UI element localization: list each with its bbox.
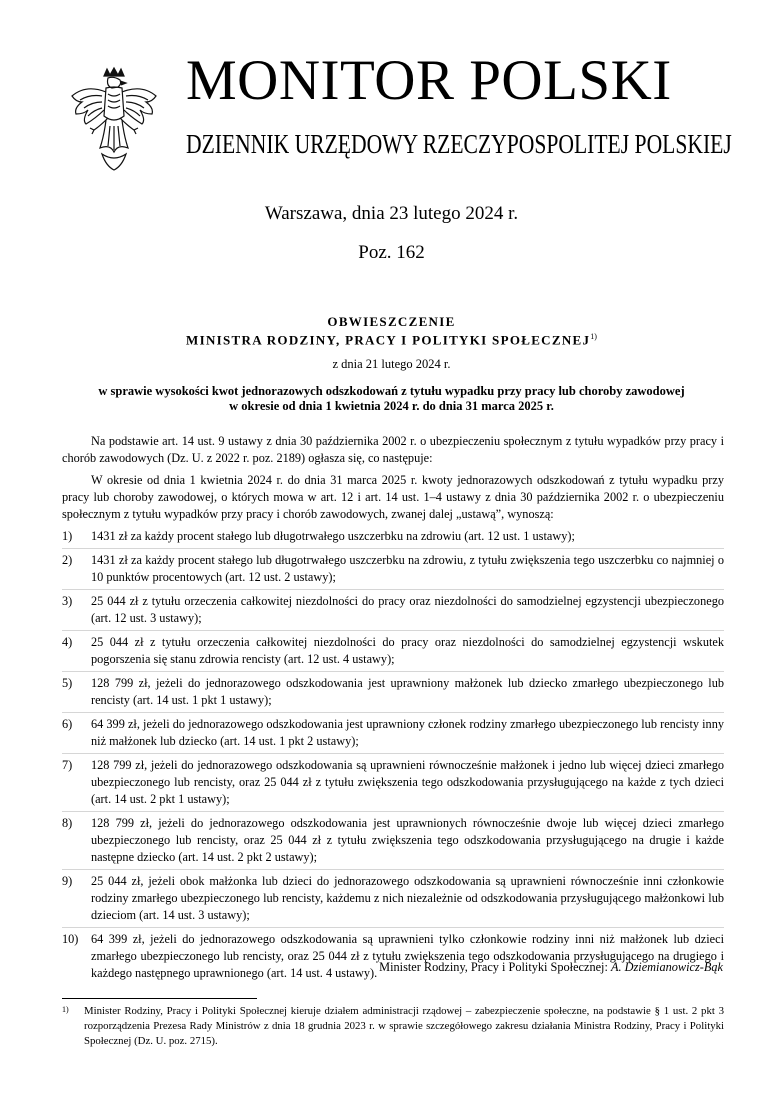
list-item-text: 128 799 zł, jeżeli do jednorazowego odszkodowania jest uprawniony małżonek lub dziecko zmarłego ubezpieczonego lub rencisty (art. 14 ust. 1 pkt 1 ustawy); (91, 676, 724, 707)
publication-date: Warszawa, dnia 23 lutego 2024 r. (264, 203, 519, 224)
list-item (62, 593, 724, 631)
footnote-divider (62, 998, 257, 999)
list-item-number: 8) (62, 816, 73, 830)
list-item (62, 873, 724, 928)
footnote-number: 1) (62, 1005, 69, 1014)
list-item-text: 25 044 zł z tytułu orzeczenia całkowitej niezdolności do pracy oraz niezdolności do samodzielnej egzystencji wskutek pogorszenia się stanu zdrowia rencisty (art. 12 ust. 4 ustawy); (91, 635, 724, 666)
list-item-number: 6) (62, 717, 73, 731)
act-date: z dnia 21 lutego 2024 r. (332, 357, 451, 371)
position-number: Poz. 162 (358, 242, 425, 263)
list-item (62, 757, 724, 812)
eagle-emblem-icon (66, 66, 162, 172)
paragraph-intro: W okresie od dnia 1 kwietnia 2024 r. do dnia 31 marca 2025 r. kwoty jednorazowych odszkodowań z tytułu wypadku przy pracy lub choroby zawodowej, o których mowa w art. 12 i art. 14 ust. 1–4 ustawy z dnia 30 października 2002 r. o ubezpieczeniu społecznym z tytułu wypadków przy pracy i chorób zawodowych, zwanej dalej „ustawą”, wynoszą: (62, 473, 724, 521)
list-item-text: 1431 zł za każdy procent stałego lub długotrwałego uszczerbku na zdrowiu, z tytułu zwiększenia tego uszczerbku co najmniej o 10 punktów procentowych (art. 12 ust. 2 ustawy); (91, 553, 724, 584)
signature-role: Minister Rodziny, Pracy i Polityki Społecznej: (379, 960, 608, 974)
signature (379, 960, 723, 975)
masthead-subtitle: DZIENNIK URZĘDOWY RZECZYPOSPOLITEJ POLSKIEJ (186, 129, 732, 159)
act-subject (60, 384, 723, 414)
act-issuer (0, 332, 783, 348)
paragraph-legal-basis: Na podstawie art. 14 ust. 9 ustawy z dnia 30 października 2002 r. o ubezpieczeniu społecznym z tytułu wypadków przy pracy i chorób zawodowych (Dz. U. z 2022 r. poz. 2189) ogłasza się, co następuje: (62, 434, 724, 465)
list-item (62, 675, 724, 713)
list-item (62, 716, 724, 754)
list-item-number: 3) (62, 594, 73, 608)
list-item (62, 634, 724, 672)
footnote (62, 1004, 724, 1049)
footnote-ref: 1) (590, 332, 597, 341)
list-item-number: 5) (62, 676, 73, 690)
act-subject-line-2: w okresie od dnia 1 kwietnia 2024 r. do dnia 31 marca 2025 r. (229, 399, 554, 413)
act-subject-line-1: w sprawie wysokości kwot jednorazowych odszkodowań z tytułu wypadku przy pracy lub choroby zawodowej (98, 384, 685, 398)
list-item-text: 128 799 zł, jeżeli do jednorazowego odszkodowania są uprawnieni równocześnie małżonek i jedno lub więcej dzieci zmarłego ubezpieczonego lub rencisty, oraz 25 044 zł z tytułu zwiększenia tego odszkodowania przysługującego na każde z tych dzieci (art. 14 ust. 2 pkt 1 ustawy); (91, 758, 724, 806)
list-item (62, 528, 724, 549)
amounts-list (62, 528, 724, 985)
list-item-text: 25 044 zł z tytułu orzeczenia całkowitej niezdolności do pracy oraz niezdolności do samodzielnej egzystencji ubezpieczonego (art. 12 ust. 3 ustawy); (91, 594, 724, 625)
list-item (62, 815, 724, 870)
list-item-number: 7) (62, 758, 73, 772)
list-item-number: 10) (62, 932, 79, 946)
act-issuer-text: MINISTRA RODZINY, PRACY I POLITYKI SPOŁECZNEJ (186, 332, 591, 348)
signature-name: A. Dziemianowicz-Bąk (610, 960, 723, 974)
list-item-number: 4) (62, 635, 73, 649)
act-type: OBWIESZCZENIE (327, 314, 456, 329)
list-item-number: 1) (62, 529, 73, 543)
list-item-text: 25 044 zł, jeżeli obok małżonka lub dzieci do jednorazowego odszkodowania są uprawnieni równocześnie inni członkowie rodziny zmarłego ubezpieczonego lub rencisty, każdemu z nich niezależnie od odszkodowania przysługującego małżonkowi lub dzieciom (art. 14 ust. 3 ustawy); (91, 874, 724, 922)
list-item-text: 64 399 zł, jeżeli do jednorazowego odszkodowania są uprawnieni tylko członkowie rodziny inni niż małżonek lub dzieci zmarłego ubezpieczonego lub rencisty, oraz 25 044 zł z tytułu zwiększenia tego odszkodowania przysługującego na drugiego i każdego następnego uprawnionego (art. 14 ust. 4 ustawy). (91, 932, 724, 980)
footnote-text: Minister Rodziny, Pracy i Polityki Społecznej kieruje działem administracji rządowej – zabezpieczenie społeczne, na podstawie § 1 ust. 2 pkt 3 rozporządzenia Prezesa Rady Ministrów z dnia 18 grudnia 2023 r. w sprawie szczegółowego zakresu działania Ministra Rodziny, Pracy i Polityki Społecznej (Dz. U. poz. 2715). (84, 1005, 724, 1047)
list-item-text: 128 799 zł, jeżeli do jednorazowego odszkodowania jest uprawnionych równocześnie dwoje lub więcej dzieci zmarłego ubezpieczonego lub rencisty, oraz 25 044 zł z tytułu zwiększenia tego odszkodowania przysługującego na drugie i każde następne dziecko (art. 14 ust. 2 pkt 2 ustawy); (91, 816, 724, 864)
list-item-text: 64 399 zł, jeżeli do jednorazowego odszkodowania jest uprawniony członek rodziny zmarłego ubezpieczonego lub rencisty inny niż małżonek lub dziecko (art. 14 ust. 1 pkt 2 ustawy); (91, 717, 724, 748)
list-item (62, 931, 724, 985)
list-item-number: 9) (62, 874, 73, 888)
document-body (62, 433, 724, 988)
list-item (62, 552, 724, 590)
list-item-text: 1431 zł za każdy procent stałego lub długotrwałego uszczerbku na zdrowiu (art. 12 ust. 1 ustawy); (91, 529, 575, 543)
list-item-number: 2) (62, 553, 73, 567)
masthead-title: MONITOR POLSKI (186, 49, 672, 112)
